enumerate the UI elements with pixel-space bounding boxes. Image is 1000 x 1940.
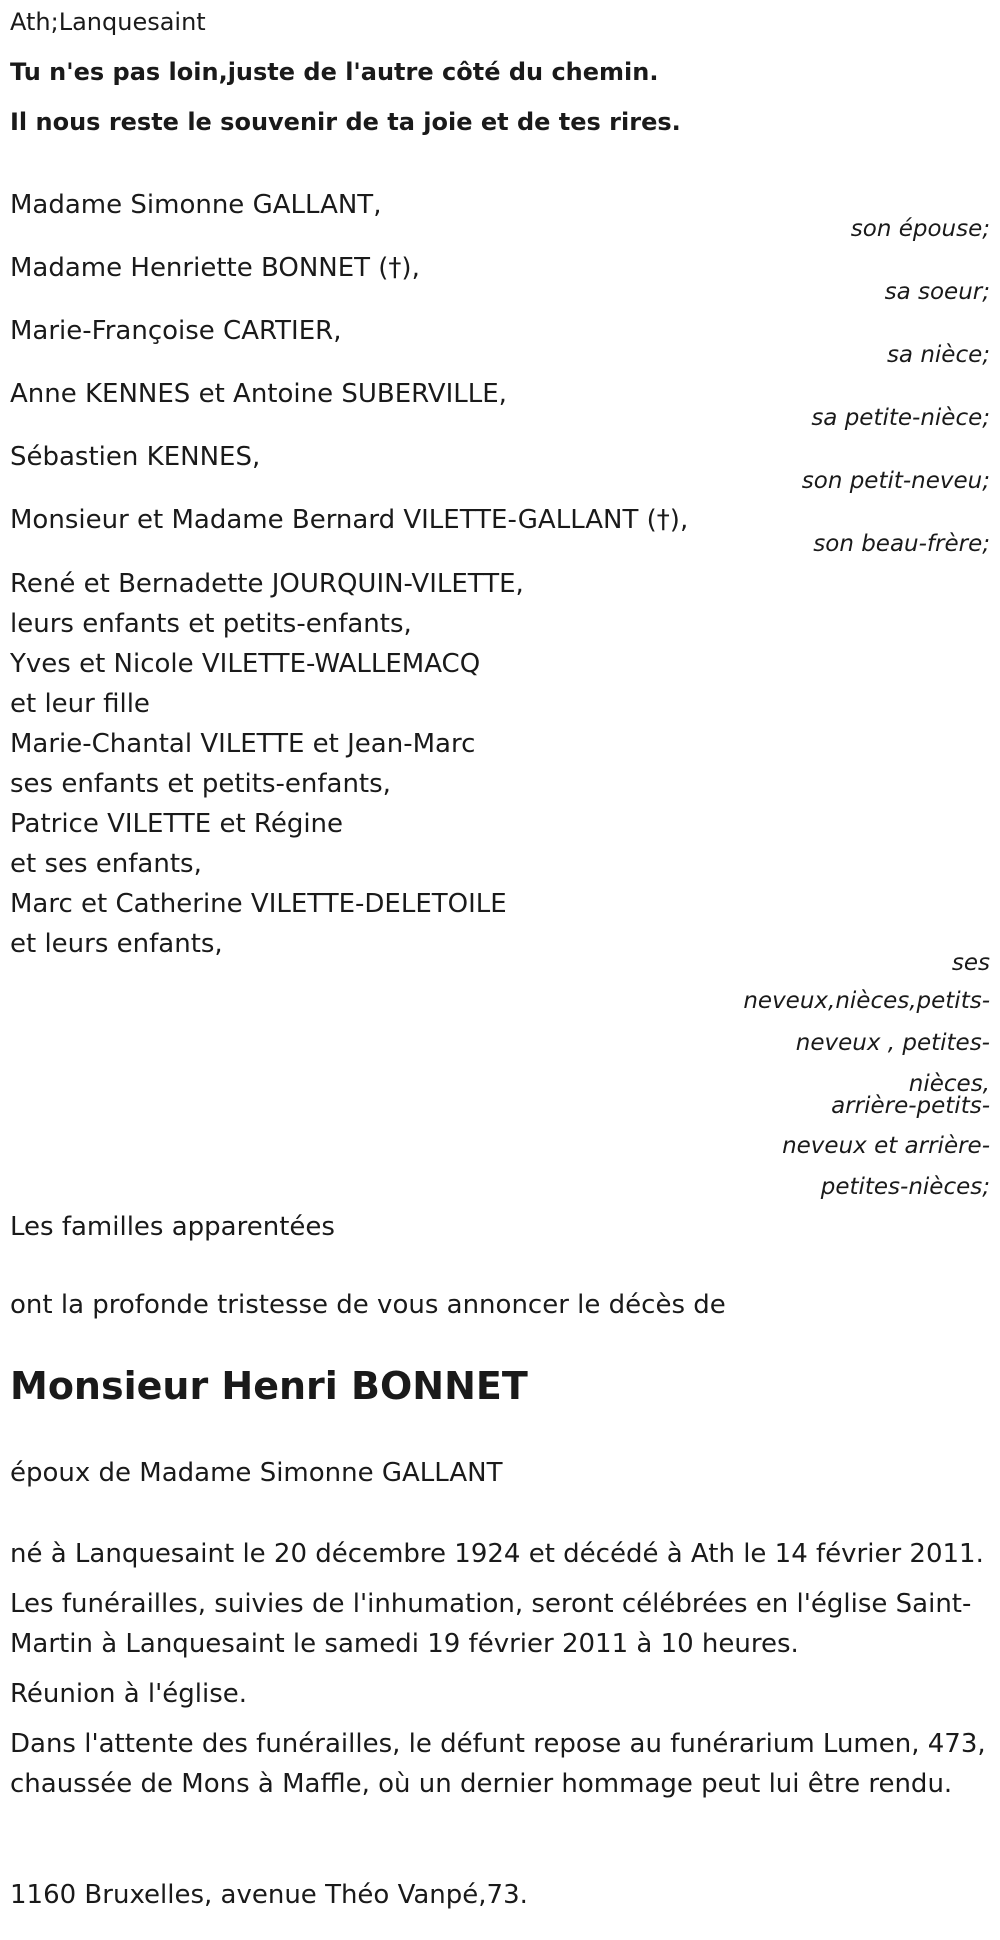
mourner-name: Sébastien KENNES, xyxy=(10,442,261,472)
mourner-relation: sa petite-nièce; xyxy=(811,405,990,431)
family-line: Patrice VILETTE et Régine xyxy=(10,809,344,839)
family-line: ses enfants et petits-enfants, xyxy=(10,769,391,799)
rest-paragraph: Dans l'attente des funérailles, le défunt repose au funérarium Lumen, 473, chaussée de Mons à Maffle, où un dernier hommage peut lui être rendu. xyxy=(10,1729,986,1799)
address-line: 1160 Bruxelles, avenue Théo Vanpé,73. xyxy=(10,1880,528,1910)
family-line: Yves et Nicole VILETTE-WALLEMACQ xyxy=(10,649,481,679)
family-line: René et Bernadette JOURQUIN-VILETTE, xyxy=(10,569,524,599)
mourner-name: Madame Simonne GALLANT, xyxy=(10,190,382,220)
poem-line-1: Tu n'es pas loin,juste de l'autre côté du chemin. xyxy=(10,58,659,86)
family-relation-line: ses xyxy=(951,950,990,976)
birth-death-paragraph: né à Lanquesaint le 20 décembre 1924 et décédé à Ath le 14 février 2011. xyxy=(10,1539,984,1569)
family-line: Marc et Catherine VILETTE-DELETOILE xyxy=(10,889,507,919)
mourner-relation: son épouse; xyxy=(850,216,990,242)
mourner-relation: son beau-frère; xyxy=(813,531,990,557)
mourner-name: Marie-Françoise CARTIER, xyxy=(10,316,342,346)
family-line: leurs enfants et petits-enfants, xyxy=(10,609,412,639)
related-families: Les familles apparentées xyxy=(10,1212,335,1242)
spouse-line: époux de Madame Simonne GALLANT xyxy=(10,1458,503,1488)
reunion-paragraph: Réunion à l'église. xyxy=(10,1679,248,1709)
announcement-text: ont la profonde tristesse de vous annoncer le décès de xyxy=(10,1290,726,1320)
mourner-name: Madame Henriette BONNET (†), xyxy=(10,253,420,283)
family-line: Marie-Chantal VILETTE et Jean-Marc xyxy=(10,729,476,759)
family-relation-line: petites-nièces; xyxy=(820,1174,990,1200)
family-block xyxy=(10,564,524,964)
family-relation-line: nièces, xyxy=(908,1071,990,1097)
mourner-relation: sa soeur; xyxy=(884,279,990,305)
family-relation-line: neveux,nièces,petits- xyxy=(743,988,990,1014)
poem-line-2: Il nous reste le souvenir de ta joie et de tes rires. xyxy=(10,108,681,136)
family-relation-line: arrière-petits- xyxy=(831,1093,990,1119)
mourner-relation: sa nièce; xyxy=(886,342,990,368)
deceased-name: Monsieur Henri BONNET xyxy=(10,1364,528,1408)
mourner-name: Anne KENNES et Antoine SUBERVILLE, xyxy=(10,379,507,409)
family-line: et leur fille xyxy=(10,689,150,719)
funeral-paragraph: Les funérailles, suivies de l'inhumation, seront célébrées en l'église Saint-Martin à Lanquesaint le samedi 19 février 2011 à 10 heures. xyxy=(10,1589,972,1659)
obituary-page xyxy=(10,0,990,1940)
mourner-name: Monsieur et Madame Bernard VILETTE-GALLANT (†), xyxy=(10,505,689,535)
family-relation-line: neveux , petites- xyxy=(795,1030,990,1056)
mourner-relation: son petit-neveu; xyxy=(801,468,990,494)
place-line: Ath;Lanquesaint xyxy=(10,8,206,36)
family-line: et ses enfants, xyxy=(10,849,202,879)
family-relation-line: neveux et arrière- xyxy=(782,1133,990,1159)
family-line: et leurs enfants, xyxy=(10,929,223,959)
